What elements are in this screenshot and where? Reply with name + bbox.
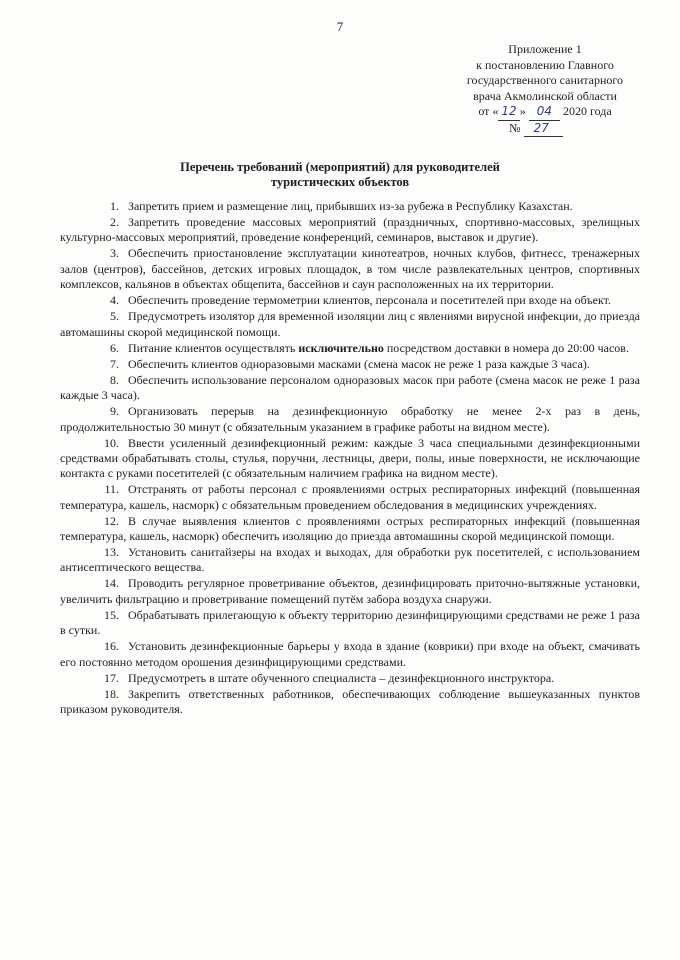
- item-number: 16.: [104, 639, 119, 654]
- item-number: 17.: [104, 670, 119, 685]
- item-number: 6.: [110, 340, 119, 355]
- item-text: Ввести усиленный дезинфекционный режим: каждые 3 часа специальными дезинфекционными средствами обрабатывать столы, стулья, поручни, лестницы, двери, полы, иные поверхности, не исключающие контакта с руками посетителей (с обязательным наличием графика на видном месте).: [60, 435, 640, 481]
- list-item: [60, 687, 640, 718]
- item-number: 8.: [110, 372, 119, 387]
- title-line-1: Перечень требований (мероприятий) для руководителей: [180, 160, 500, 174]
- item-text: Обеспечить клиентов одноразовыми масками (смена масок не реже 1 раза каждые 3 часа).: [128, 356, 590, 371]
- list-item: [60, 373, 640, 404]
- item-number: 1.: [110, 199, 119, 213]
- item-text: Закрепить ответственных работников, обеспечивающих соблюдение вышеуказанных пунктов приказом руководителя.: [60, 686, 640, 717]
- item-text: Проводить регулярное проветривание объектов, дезинфицировать приточно-вытяжные установки, увеличить фильтрацию и проветривание помещений путём забора воздуха снаружи.: [60, 576, 640, 606]
- item-text: Предусмотреть в штате обученного специалиста – дезинфекционного инструктора.: [128, 670, 555, 685]
- item-text: Установить дезинфекционные барьеры у входа в здание (коврики) при входе на объект, смачивать его постоянно методом орошения дезинфицирующими средствами.: [60, 639, 640, 669]
- date-prefix: от «: [478, 104, 499, 118]
- item-text: Установить санитайзеры на входах и выходах, для обработки рук посетителей, с использованием антисептического вещества.: [60, 545, 640, 575]
- list-item: [60, 199, 640, 214]
- item-text: Организовать перерыв на дезинфекционную обработку не менее 2-х раз в день, продолжительностью 30 минут (с обязательным указанием в графике работы на видном месте).: [60, 404, 640, 434]
- item-number: 2.: [110, 215, 119, 230]
- item-text-emphasis: исключительно: [298, 340, 384, 355]
- requirements-list: [60, 199, 640, 718]
- list-item: [60, 576, 640, 607]
- list-item: [60, 293, 640, 308]
- list-item: [60, 482, 640, 513]
- list-item: [60, 246, 640, 292]
- item-number: 12.: [104, 513, 119, 528]
- list-item: [60, 215, 640, 246]
- list-item: [60, 309, 640, 340]
- item-number: 15.: [104, 607, 119, 622]
- item-number: 18.: [104, 686, 119, 701]
- number-prefix: №: [509, 120, 521, 135]
- list-item: [60, 404, 640, 435]
- item-number: 13.: [104, 545, 119, 560]
- item-number: 11.: [104, 482, 119, 497]
- list-item: [60, 514, 640, 545]
- document-title: [0, 160, 680, 190]
- appendix-line-3: государственного санитарного: [466, 73, 624, 87]
- item-text: посредством доставки в номера до 20:00 часов.: [383, 340, 629, 355]
- date-mid: »: [519, 104, 526, 118]
- date-day-handwritten: 12: [498, 104, 519, 121]
- item-text: Питание клиентов осуществлять: [128, 340, 299, 355]
- appendix-number: [437, 121, 635, 138]
- item-text: Обеспечить проведение термометрии клиентов, персонала и посетителей при входе на объект.: [128, 293, 612, 308]
- item-number: 7.: [110, 356, 119, 371]
- item-number: 5.: [110, 309, 119, 324]
- appendix-line-2: к постановлению Главного: [476, 57, 614, 72]
- item-number: 4.: [110, 293, 119, 308]
- item-text: Запретить прием и размещение лиц, прибывших из-за рубежа в Республику Казахстан.: [128, 199, 573, 213]
- list-item: [60, 357, 640, 372]
- list-item: [60, 608, 640, 639]
- date-month-handwritten: 04: [529, 104, 560, 121]
- list-item: [60, 671, 640, 686]
- item-number: 14.: [104, 576, 119, 591]
- item-text: Обрабатывать прилегающую к объекту территорию дезинфицирующими средствами не реже 1 раза в сутки.: [60, 607, 640, 638]
- item-number: 3.: [110, 246, 119, 261]
- item-text: В случае выявления клиентов с проявлениями острых респираторных инфекций (повышенная температура, кашель, насморк) обеспечить изоляцию до приезда автомашины скорой медицинской помощи.: [60, 513, 640, 543]
- appendix-line-1: Приложение 1: [508, 42, 582, 56]
- title-line-2: туристических объектов: [270, 175, 410, 189]
- date-year: 2020 года: [562, 104, 612, 118]
- list-item: [60, 436, 640, 482]
- item-text: Отстранять от работы персонал с проявлениями острых респираторных инфекций (повышенная температура, кашель, насморк) с обязательным проведением обследования в медицинских учреждениях.: [60, 482, 640, 512]
- item-text: Обеспечить приостановление эксплуатации кинотеатров, ночных клубов, фитнесс, тренажерных залов (центров), бассейнов, детских игровых площадок, в том числе развлекательных центров, спортивных комплексов, кальянов в объектах общепита, бассейнов и саун расположенных на их территории.: [60, 246, 640, 292]
- number-handwritten: 27: [524, 121, 563, 138]
- list-item: [60, 639, 640, 670]
- page-number: 7: [336, 19, 344, 34]
- item-text: Обеспечить использование персоналом одноразовых масок при работе (смена масок не реже 1 раза каждые 3 часа).: [60, 372, 640, 403]
- appendix-line-4: врача Акмолинской области: [473, 88, 617, 103]
- item-text: Предусмотреть изолятор для временной изоляции лиц с явлениями вирусной инфекции, до приезда автомашины скорой медицинской помощи.: [60, 309, 640, 339]
- appendix-date: [455, 104, 635, 121]
- list-item: [60, 545, 640, 576]
- item-number: 9.: [110, 404, 119, 419]
- appendix-header: [455, 42, 635, 137]
- item-number: 10.: [104, 435, 119, 450]
- item-text: Запретить проведение массовых мероприятий (праздничных, спортивно-массовых, зрелищных культурно-массовых мероприятий, проведение конференций, семинаров, выставок и другие).: [60, 215, 640, 245]
- list-item: [60, 341, 640, 356]
